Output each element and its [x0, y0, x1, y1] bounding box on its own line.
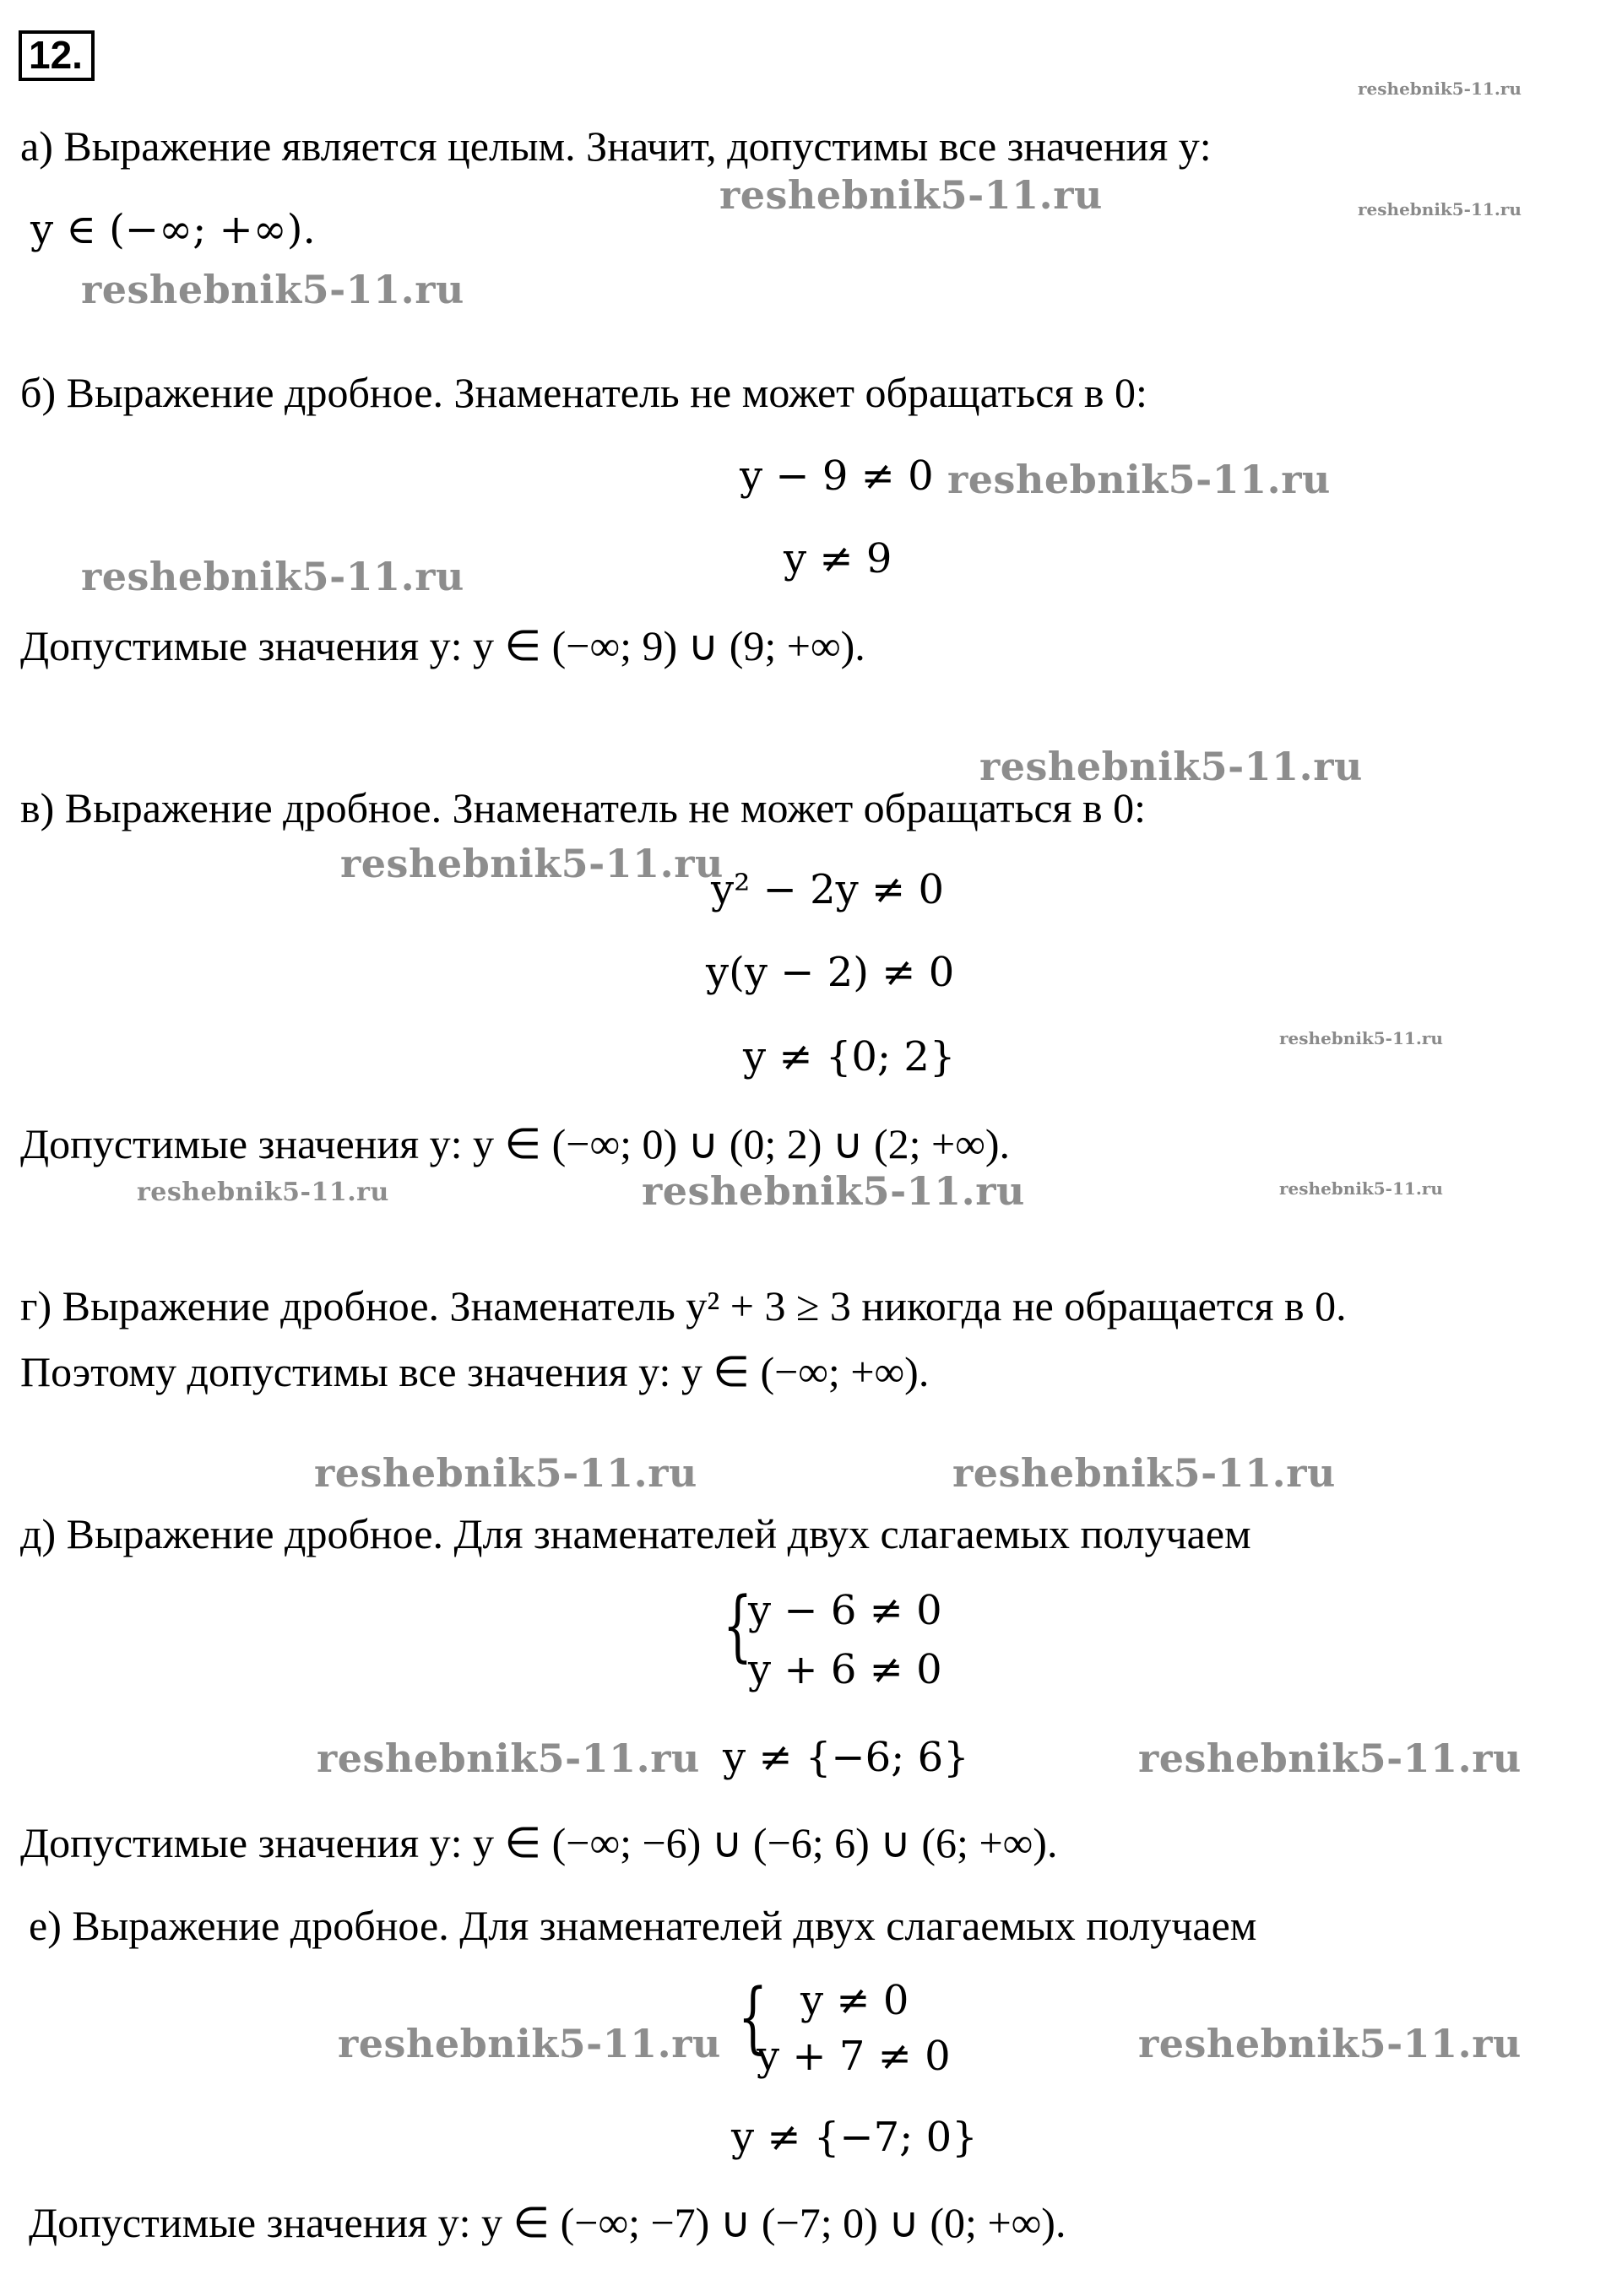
part-v-intro: в) Выражение дробное. Знаменатель не может обращаться в 0:: [20, 784, 1147, 831]
watermark-small: reshebnik5-11.ru: [1358, 199, 1522, 219]
part-b-intro: б) Выражение дробное. Знаменатель не может обращаться в 0:: [20, 369, 1147, 416]
part-a-answer: y ∈ (−∞; +∞).: [30, 206, 316, 253]
watermark: reshebnik5-11.ru: [137, 1178, 389, 1207]
watermark: reshebnik5-11.ru: [81, 554, 464, 599]
part-b-eq2: y ≠ 9: [784, 535, 892, 582]
watermark: reshebnik5-11.ru: [1138, 1736, 1522, 1781]
part-d-eq: y ≠ {−6; 6}: [723, 1734, 969, 1781]
part-e-sys2: y + 7 ≠ 0: [757, 2033, 951, 2080]
part-d-answer: Допустимые значения y: y ∈ (−∞; −6) ∪ (−6; 6) ∪ (6; +∞).: [20, 1819, 1058, 1866]
watermark: reshebnik5-11.ru: [317, 1736, 700, 1781]
watermark: reshebnik5-11.ru: [314, 1450, 697, 1496]
watermark: reshebnik5-11.ru: [81, 267, 464, 312]
watermark: reshebnik5-11.ru: [340, 841, 724, 886]
watermark: reshebnik5-11.ru: [979, 744, 1363, 789]
part-v-eq3: y ≠ {0; 2}: [743, 1033, 956, 1080]
part-g-line2: Поэтому допустимы все значения у: y ∈ (−∞; +∞).: [20, 1348, 930, 1395]
watermark: reshebnik5-11.ru: [719, 172, 1103, 218]
watermark: reshebnik5-11.ru: [1138, 2021, 1522, 2066]
part-v-eq2: y(y − 2) ≠ 0: [706, 949, 955, 996]
system-brace: {: [738, 1972, 768, 2062]
watermark: reshebnik5-11.ru: [947, 457, 1331, 502]
part-d-sys2: y + 6 ≠ 0: [748, 1646, 942, 1693]
problem-number: 12.: [19, 30, 95, 81]
watermark-small: reshebnik5-11.ru: [1279, 1178, 1443, 1199]
watermark: reshebnik5-11.ru: [952, 1450, 1336, 1496]
part-b-eq1: y − 9 ≠ 0: [740, 452, 934, 500]
part-v-eq1: y² − 2y ≠ 0: [711, 866, 945, 913]
part-v-answer: Допустимые значения y: y ∈ (−∞; 0) ∪ (0; 2) ∪ (2; +∞).: [20, 1120, 1011, 1167]
watermark: reshebnik5-11.ru: [338, 2021, 721, 2066]
part-a-intro: а) Выражение является целым. Значит, допустимы все значения y:: [20, 122, 1212, 170]
part-e-answer: Допустимые значения y: y ∈ (−∞; −7) ∪ (−7; 0) ∪ (0; +∞).: [29, 2199, 1066, 2246]
part-d-intro: д) Выражение дробное. Для знаменателей двух слагаемых получаем: [20, 1510, 1251, 1557]
part-d-sys1: y − 6 ≠ 0: [748, 1587, 942, 1634]
part-e-intro: е) Выражение дробное. Для знаменателей двух слагаемых получаем: [29, 1902, 1257, 1949]
part-e-eq: y ≠ {−7; 0}: [731, 2114, 978, 2161]
watermark: reshebnik5-11.ru: [642, 1168, 1025, 1214]
part-g-intro: г) Выражение дробное. Знаменатель y² + 3 ≥ 3 никогда не обращается в 0.: [20, 1282, 1347, 1329]
part-b-answer: Допустимые значения y: y ∈ (−∞; 9) ∪ (9; +∞).: [20, 622, 865, 669]
part-e-sys1: y ≠ 0: [800, 1977, 909, 2024]
watermark-small: reshebnik5-11.ru: [1279, 1028, 1443, 1048]
system-brace: {: [723, 1580, 753, 1671]
watermark-small: reshebnik5-11.ru: [1358, 79, 1522, 99]
